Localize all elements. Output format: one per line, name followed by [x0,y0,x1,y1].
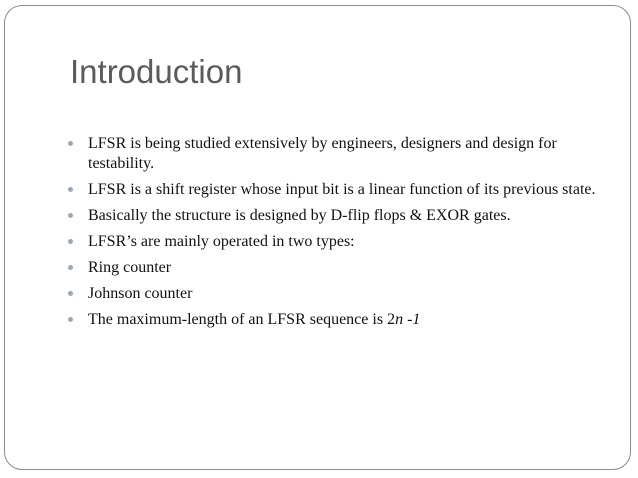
list-item [68,180,608,200]
bullet-text: LFSR is a shift register whose input bit is a linear function of its previous state. [88,181,596,198]
formula-exponent-var: n [395,311,404,328]
bullet-icon [68,141,73,146]
bullet-icon [68,213,73,218]
list-item [68,258,608,278]
bullet-list [68,134,608,336]
bullet-icon [68,265,73,270]
list-item [68,232,608,252]
list-item [68,134,608,174]
bullet-icon [68,239,73,244]
list-item [68,206,608,226]
bullet-text: Johnson counter [88,285,193,302]
bullet-icon [68,317,73,322]
list-item [68,284,608,304]
bullet-icon [68,291,73,296]
bullet-text: LFSR’s are mainly operated in two types: [88,233,355,250]
bullet-icon [68,187,73,192]
slide-title: Introduction [70,53,243,90]
bullet-text-prefix: The maximum-length of an LFSR sequence is [88,311,388,328]
bullet-text: LFSR is being studied extensively by engineers, designers and design for testability. [88,135,557,172]
bullet-text: Basically the structure is designed by D-flip flops & EXOR gates. [88,207,511,224]
formula-base: 2 [387,311,396,328]
list-item [68,310,608,330]
formula-suffix: -1 [403,311,421,328]
bullet-text: Ring counter [88,259,172,276]
